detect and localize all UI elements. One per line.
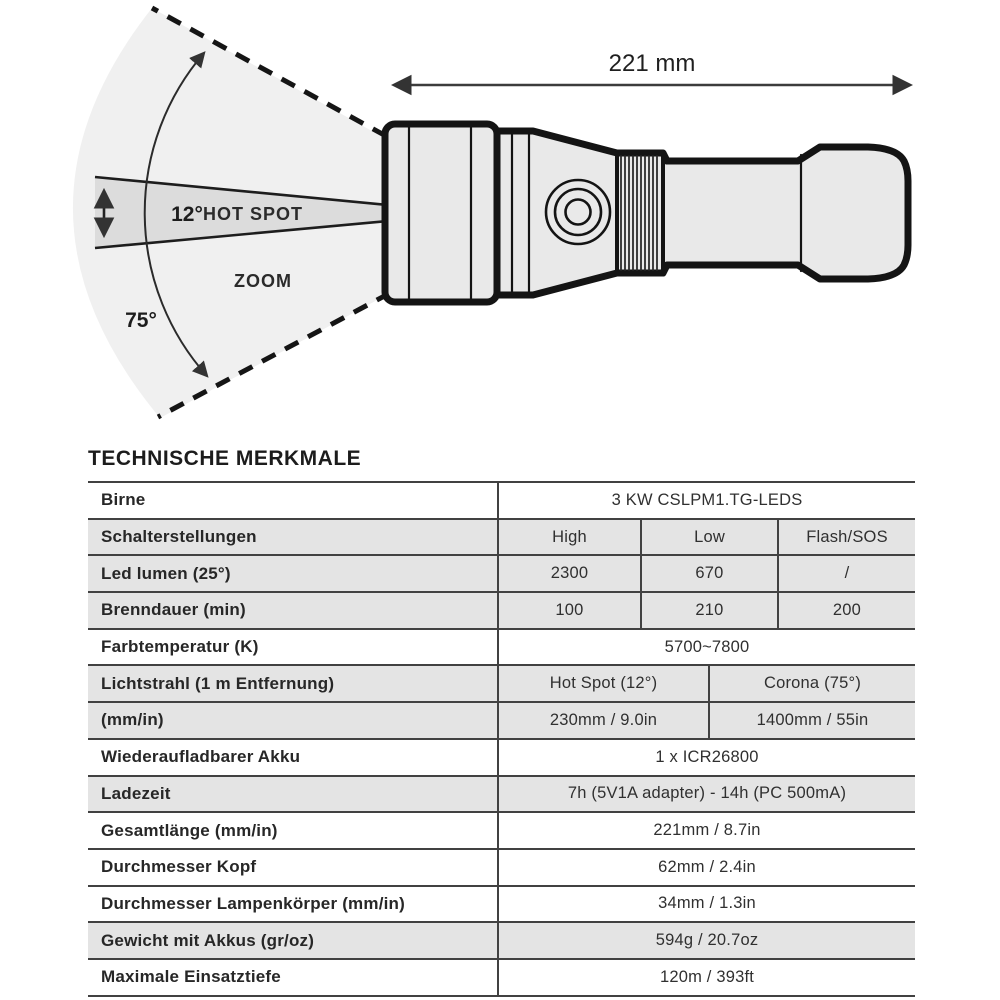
spec-value: 5700~7800	[497, 630, 915, 665]
spec-value: 1 x ICR26800	[497, 740, 915, 775]
table-row	[88, 554, 915, 591]
spec-value: 3 KW CSLPM1.TG-LEDS	[497, 483, 915, 518]
spec-label: Birne	[101, 490, 146, 510]
length-dimension-label: 221 mm	[608, 50, 696, 77]
table-row	[88, 518, 915, 555]
spec-label: Maximale Einsatztiefe	[101, 967, 281, 987]
spec-label: Lichtstrahl (1 m Entfernung)	[101, 673, 335, 693]
spec-table	[88, 481, 915, 997]
spec-value: Hot Spot (12°)	[497, 666, 708, 701]
hotspot-label: HOT SPOT	[202, 204, 304, 224]
spec-value: 200	[777, 593, 915, 628]
spec-value: 670	[640, 556, 777, 591]
table-row	[88, 885, 915, 922]
spec-value: High	[497, 520, 640, 555]
table-row	[88, 738, 915, 775]
spec-value: /	[777, 556, 915, 591]
table-row	[88, 921, 915, 958]
table-row	[88, 628, 915, 665]
spec-label: Schalterstellungen	[101, 527, 257, 547]
table-row	[88, 664, 915, 701]
zoom-angle-label: 75°	[125, 309, 157, 332]
spec-value: 7h (5V1A adapter) - 14h (PC 500mA)	[497, 777, 915, 812]
table-row	[88, 958, 915, 995]
flashlight-head-bezel	[385, 124, 497, 302]
spec-label: Ladezeit	[101, 783, 171, 803]
table-row	[88, 811, 915, 848]
spec-value: Flash/SOS	[777, 520, 915, 555]
spec-label: Durchmesser Lampenkörper (mm/in)	[101, 893, 405, 913]
flashlight-illustration	[385, 124, 908, 302]
spec-label: Gesamtlänge (mm/in)	[101, 820, 278, 840]
spec-value: Low	[640, 520, 777, 555]
spec-value: 2300	[497, 556, 640, 591]
spec-value: 210	[640, 593, 777, 628]
flashlight-body	[490, 131, 908, 295]
spec-value: 594g / 20.7oz	[497, 923, 915, 958]
spec-label: Gewicht mit Akkus (gr/oz)	[101, 930, 315, 950]
spec-label: Led lumen (25°)	[101, 563, 231, 583]
spec-value: 221mm / 8.7in	[497, 813, 915, 848]
table-row	[88, 848, 915, 885]
table-row	[88, 775, 915, 812]
table-row	[88, 481, 915, 518]
table-row	[88, 701, 915, 738]
spec-value: 62mm / 2.4in	[497, 850, 915, 885]
spec-label: Durchmesser Kopf	[101, 857, 257, 877]
specs-title: TECHNISCHE MERKMALE	[88, 447, 362, 470]
spec-label: Wiederaufladbarer Akku	[101, 747, 301, 767]
spec-value: 34mm / 1.3in	[497, 887, 915, 922]
zoom-label: ZOOM	[234, 271, 292, 291]
hotspot-angle-label: 12°	[171, 203, 203, 226]
spec-value: 120m / 393ft	[497, 960, 915, 995]
spec-value: 230mm / 9.0in	[497, 703, 708, 738]
spec-value: 100	[497, 593, 640, 628]
beam-diagram-svg	[0, 0, 1000, 440]
table-row	[88, 591, 915, 628]
spec-value: Corona (75°)	[708, 666, 915, 701]
spec-label: (mm/in)	[101, 710, 164, 730]
spec-label: Brenndauer (min)	[101, 600, 246, 620]
spec-value: 1400mm / 55in	[708, 703, 915, 738]
spec-label: Farbtemperatur (K)	[101, 637, 259, 657]
